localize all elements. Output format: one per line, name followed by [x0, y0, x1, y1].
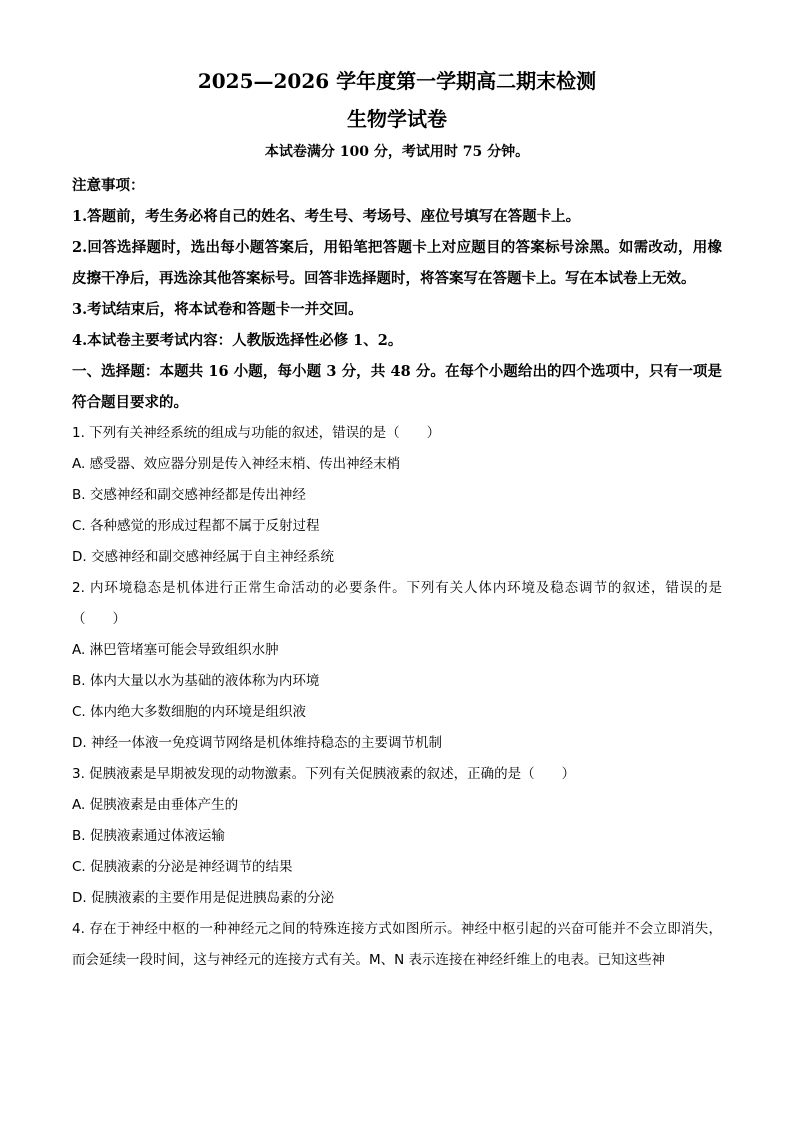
notice-heading: 注意事项：: [72, 177, 145, 194]
question-stem: 4. 存在于神经中枢的一种神经元之间的特殊连接方式如图所示。神经中枢引起的兴奋可能并不会立即消失，而会延续一段时间，这与神经元的连接方式有关。M、N 表示连接在神经纤维上的电表。已知这些神: [72, 921, 722, 968]
option-c: C. 体内绝大多数细胞的内环境是组织液: [72, 704, 307, 720]
question-3: [72, 759, 722, 914]
question-stem: 1. 下列有关神经系统的组成与功能的叙述，错误的是（ ）: [72, 425, 441, 441]
notice-item-2: 2.回答选择题时，选出每小题答案后，用铅笔把答题卡上对应题目的答案标号涂黑。如需改动，用橡皮擦干净后，再选涂其他答案标号。回答非选择题时，将答案写在答题卡上。写在本试卷上无效。: [72, 239, 722, 287]
option-d: D. 促胰液素的主要作用是促进胰岛素的分泌: [72, 890, 334, 906]
question-stem: 2. 内环境稳态是机体进行正常生命活动的必要条件。下列有关人体内环境及稳态调节的叙述，错误的是（ ）: [72, 580, 722, 627]
option-b: B. 体内大量以水为基础的液体称为内环境: [72, 673, 320, 689]
option-a: A. 促胰液素是由垂体产生的: [72, 797, 239, 813]
question-1: [72, 418, 722, 573]
option-a: A. 淋巴管堵塞可能会导致组织水肿: [72, 642, 279, 658]
notice-item-4: 4.本试卷主要考试内容：人教版选择性必修 1、2。: [72, 332, 403, 349]
question-stem: 3. 促胰液素是早期被发现的动物激素。下列有关促胰液素的叙述，正确的是（ ）: [72, 766, 576, 782]
notice-item-3: 3.考试结束后，将本试卷和答题卡一并交回。: [72, 301, 363, 318]
option-a: A. 感受器、效应器分别是传入神经末梢、传出神经末梢: [72, 456, 401, 472]
option-d: D. 交感神经和副交感神经属于自主神经系统: [72, 549, 334, 565]
question-4: [72, 914, 722, 976]
option-b: B. 促胰液素通过体液运输: [72, 828, 225, 844]
exam-subtitle: 生物学试卷: [347, 107, 447, 131]
exam-page: [72, 66, 722, 976]
section-heading-choice: 一、选择题：本题共 16 小题，每小题 3 分，共 48 分。在每个小题给出的四个选项中，只有一项是符合题目要求的。: [72, 363, 722, 411]
option-c: C. 各种感觉的形成过程都不属于反射过程: [72, 518, 320, 534]
option-d: D. 神经一体液一免疫调节网络是机体维持稳态的主要调节机制: [72, 735, 442, 751]
exam-title: 2025—2026 学年度第一学期高二期末检测: [197, 69, 597, 93]
exam-meta: 本试卷满分 100 分，考试用时 75 分钟。: [264, 144, 530, 160]
question-2: [72, 573, 722, 759]
option-c: C. 促胰液素的分泌是神经调节的结果: [72, 859, 293, 875]
notice-item-1: 1.答题前，考生务必将自己的姓名、考生号、考场号、座位号填写在答题卡上。: [72, 208, 581, 225]
notice-block: [72, 170, 722, 356]
option-b: B. 交感神经和副交感神经都是传出神经: [72, 487, 306, 503]
